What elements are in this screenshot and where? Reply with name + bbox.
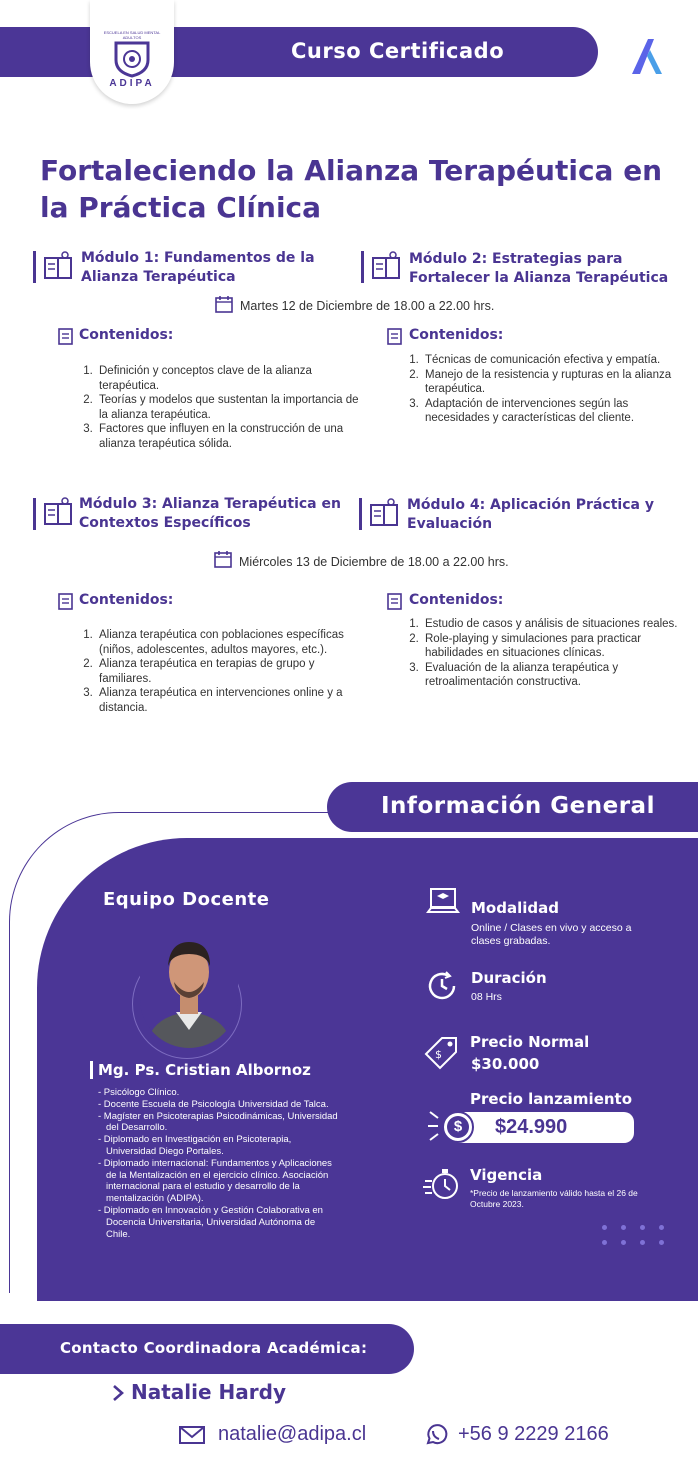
decor-dot bbox=[659, 1240, 664, 1245]
dollar-icon: $ bbox=[442, 1111, 474, 1143]
decor-dot bbox=[602, 1225, 607, 1230]
module-accent bbox=[361, 251, 364, 283]
shield-icon bbox=[110, 40, 154, 78]
price-tag-icon bbox=[422, 1034, 462, 1070]
module-4-title: Módulo 4: Aplicación Práctica y Evaluación bbox=[407, 497, 654, 532]
document-icon bbox=[386, 592, 404, 611]
contact-banner bbox=[0, 1324, 414, 1374]
date-line-1: Martes 12 de Diciembre de 18.00 a 22.00 hrs. bbox=[240, 299, 495, 313]
list-item: 1. Técnicas de comunicación efectiva y empatía. bbox=[422, 353, 690, 368]
module-accent bbox=[33, 251, 36, 283]
precio-lanzamiento-pill bbox=[458, 1112, 634, 1143]
document-icon bbox=[57, 327, 75, 346]
contact-phone[interactable]: +56 9 2229 2166 bbox=[458, 1423, 609, 1445]
list-item: 3. Alianza terapéutica en intervenciones online y a distancia. bbox=[96, 686, 364, 715]
document-icon bbox=[57, 592, 75, 611]
person-photo-icon bbox=[140, 930, 238, 1048]
contents-heading: Contenidos: bbox=[79, 592, 174, 608]
module-accent bbox=[359, 498, 362, 530]
chevron-right-icon bbox=[111, 1383, 125, 1403]
teacher-bio bbox=[98, 1087, 338, 1240]
teacher-name: Mg. Ps. Cristian Albornoz bbox=[98, 1061, 311, 1079]
duracion-label: Duración bbox=[471, 969, 547, 987]
vigencia-label: Vigencia bbox=[470, 1166, 543, 1184]
info-heading: Información General bbox=[381, 793, 655, 819]
brand-logo-icon bbox=[628, 36, 666, 76]
decor-dot bbox=[621, 1225, 626, 1230]
team-label: Equipo Docente bbox=[103, 889, 270, 910]
date-line-2: Miércoles 13 de Diciembre de 18.00 a 22.00 hrs. bbox=[239, 555, 509, 569]
course-label: Curso Certificado bbox=[291, 39, 505, 63]
list-item: 3. Evaluación de la alianza terapéutica y retroalimentación constructiva. bbox=[422, 661, 690, 690]
sparkle-icon bbox=[426, 1108, 442, 1144]
list-item: - Diplomado en Investigación en Psicoterapia, Universidad Diego Portales. bbox=[98, 1134, 292, 1157]
precio-lanzamiento-label: Precio lanzamiento bbox=[470, 1090, 633, 1108]
logo-word: ADIPA bbox=[109, 78, 155, 89]
list-item: 3. Factores que influyen en la construcción de una alianza terapéutica sólida. bbox=[96, 422, 366, 451]
teacher-accent bbox=[90, 1061, 93, 1079]
vigencia-value: *Precio de lanzamiento válido hasta el 26 de Octubre 2023. bbox=[470, 1188, 638, 1209]
contact-name: Natalie Hardy bbox=[131, 1380, 286, 1404]
avatar bbox=[140, 930, 238, 1048]
info-heading-tab bbox=[327, 782, 698, 832]
module-book-icon bbox=[369, 497, 399, 529]
list-item: 2. Alianza terapéutica en terapias de grupo y familiares. bbox=[96, 657, 364, 686]
list-item: 2. Teorías y modelos que sustentan la importancia de la alianza terapéutica. bbox=[96, 393, 366, 422]
contents-list-3 bbox=[80, 628, 364, 715]
clock-icon bbox=[424, 968, 460, 1004]
laptop-icon bbox=[426, 884, 460, 918]
stopwatch-icon bbox=[423, 1166, 463, 1202]
modalidad-value: Online / Clases en vivo y acceso a clases grabadas. bbox=[471, 922, 632, 947]
precio-normal-label: Precio Normal bbox=[470, 1033, 590, 1051]
calendar-icon bbox=[214, 294, 234, 314]
decor-dot bbox=[640, 1225, 645, 1230]
contents-list-2 bbox=[406, 353, 690, 426]
calendar-icon bbox=[213, 549, 233, 569]
document-icon bbox=[386, 327, 404, 346]
module-1-title: Módulo 1: Fundamentos de la Alianza Terapéutica bbox=[81, 250, 315, 285]
svg-text:$: $ bbox=[435, 1048, 442, 1061]
list-item: - Psicólogo Clínico. bbox=[98, 1087, 180, 1098]
precio-lanzamiento-value: $24.990 bbox=[495, 1116, 568, 1138]
contact-email[interactable]: natalie@adipa.cl bbox=[218, 1423, 367, 1445]
list-item: 1. Estudio de casos y análisis de situaciones reales. bbox=[422, 617, 690, 632]
contents-heading: Contenidos: bbox=[409, 592, 504, 608]
precio-normal-value: $30.000 bbox=[471, 1055, 540, 1073]
list-item: 3. Adaptación de intervenciones según las necesidades y características del cliente. bbox=[422, 397, 690, 426]
contact-heading: Contacto Coordinadora Académica: bbox=[60, 1339, 368, 1357]
adipa-logo bbox=[90, 0, 174, 104]
module-book-icon bbox=[43, 496, 73, 528]
decor-dot bbox=[659, 1225, 664, 1230]
decor-dot bbox=[621, 1240, 626, 1245]
contents-list-4 bbox=[406, 617, 690, 690]
decor-dot bbox=[602, 1240, 607, 1245]
list-item: - Diplomado internacional: Fundamentos y Aplicaciones de la Mentalización en el ejercicio clínico. Asociación internacional para el estudio y desarrollo de la mentalización (ADIPA). bbox=[98, 1157, 332, 1205]
list-item: - Magíster en Psicoterapias Psicodinámicas, Universidad del Desarrollo. bbox=[98, 1110, 338, 1134]
list-item: 2. Manejo de la resistencia y rupturas en la alianza terapéutica. bbox=[422, 368, 690, 397]
duracion-value: 08 Hrs bbox=[471, 991, 502, 1003]
contents-heading: Contenidos: bbox=[409, 327, 504, 343]
list-item: 1. Definición y conceptos clave de la alianza terapéutica. bbox=[96, 364, 366, 393]
mail-icon bbox=[178, 1424, 206, 1446]
page-title: Fortaleciendo la Alianza Terapéutica en la Práctica Clínica bbox=[40, 154, 663, 224]
module-accent bbox=[33, 498, 36, 530]
contents-heading: Contenidos: bbox=[79, 327, 174, 343]
list-item: 1. Alianza terapéutica con poblaciones específicas (niños, adolescentes, adultos mayores, etc.). bbox=[96, 628, 364, 657]
list-item: 2. Role-playing y simulaciones para practicar habilidades en situaciones clínicas. bbox=[422, 632, 690, 661]
modalidad-label: Modalidad bbox=[471, 899, 559, 917]
decor-dot bbox=[640, 1240, 645, 1245]
module-book-icon bbox=[371, 250, 401, 282]
module-2-title: Módulo 2: Estrategias para Fortalecer la Alianza Terapéutica bbox=[409, 251, 669, 286]
list-item: - Diplomado en Innovación y Gestión Colaborativa en Docencia Universitaria, Universidad Autónoma de Chile. bbox=[98, 1204, 323, 1240]
module-3-title: Módulo 3: Alianza Terapéutica en Contextos Específicos bbox=[79, 496, 341, 531]
list-item: - Docente Escuela de Psicología Universidad de Talca. bbox=[98, 1098, 329, 1110]
contents-list-1 bbox=[80, 364, 366, 451]
whatsapp-icon bbox=[423, 1422, 449, 1448]
logo-text: ESCUELA EN SALUD MENTAL ADULTOS bbox=[103, 30, 161, 40]
module-book-icon bbox=[43, 250, 73, 282]
